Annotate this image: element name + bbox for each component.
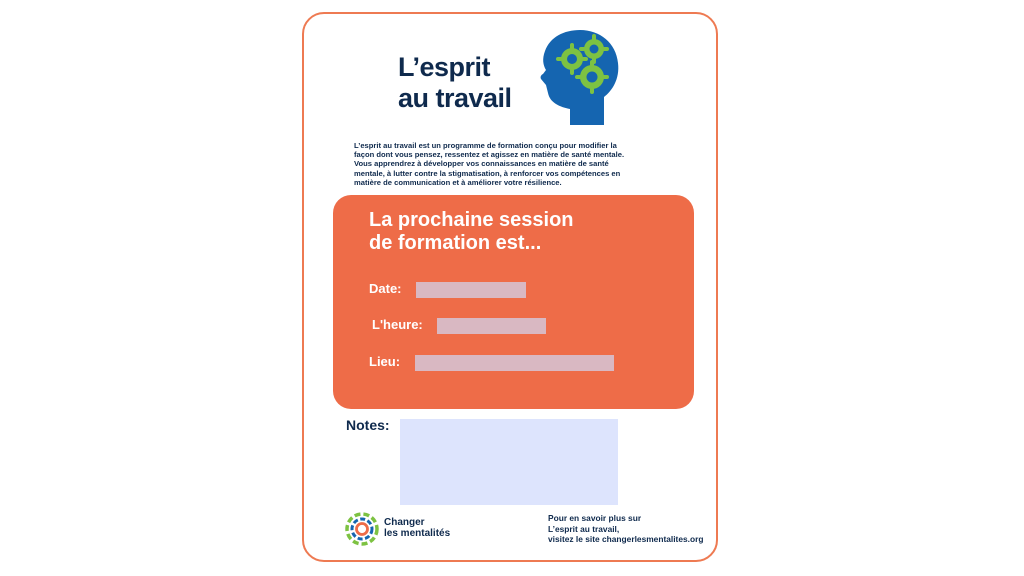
info-line-1: Pour en savoir plus sur [548,513,642,523]
place-label: Lieu: [369,354,401,369]
program-description [354,141,670,187]
session-heading-line-2: de formation est... [369,232,542,254]
title-line-2: au travail [398,83,512,113]
description-line: Vous apprendrez à développer vos connaissances en matière de santé [354,159,609,169]
session-heading-line-1: La prochaine session [369,209,574,231]
head-with-gears-icon [540,29,620,127]
more-info-text [548,513,718,545]
changer-les-mentalites-logo-icon [344,511,380,547]
time-label: L'heure: [372,317,423,332]
title-line-1: L’esprit [398,52,491,82]
date-label: Date: [369,281,402,296]
next-session-panel [333,195,694,409]
info-line-2: L’esprit au travail, [548,523,620,534]
time-field[interactable] [437,318,546,334]
description-line: façon dont vous pensez, ressentez et agissez en matière de santé mentale. [354,150,625,160]
notes-field[interactable] [400,419,618,505]
logo-line-1: Changer [384,517,425,528]
logo-wordmark [384,517,450,539]
description-line: mentale, à lutter contre la stigmatisation, à renforcer vos compétences en [354,168,621,178]
description-line: L’esprit au travail est un programme de formation conçu pour modifier la [354,141,617,150]
place-field[interactable] [415,355,614,371]
logo-line-2: les mentalités [384,528,451,539]
description-line: matière de communication et à améliorer votre résilience. [354,177,562,187]
date-field[interactable] [416,282,526,298]
info-line-3[interactable]: visitez le site changerlesmentalites.org [548,534,704,545]
flyer-title [398,52,512,114]
notes-label: Notes: [346,417,390,433]
flyer-card [302,12,718,562]
session-heading [369,209,574,255]
